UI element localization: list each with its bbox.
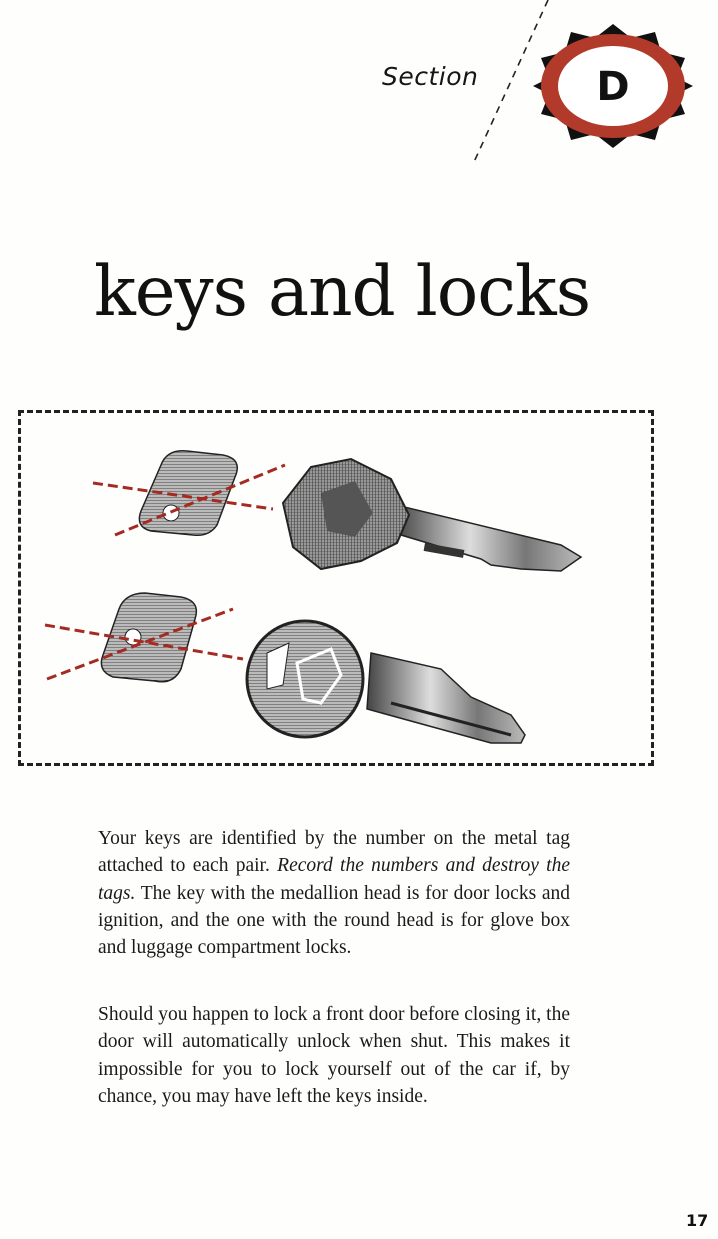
keys-figure [18,410,654,766]
medallion-head-key [283,459,581,571]
section-letter: D [596,64,630,110]
round-head-key [247,621,525,743]
section-label: Section [382,62,479,91]
paragraph-auto-unlock: Should you happen to lock a front door before closing it, the door will automatically unlock when shut. This makes it impossible for you to lock yourself out of the car if, by chance, you may have left the keys inside. [98,1004,570,1107]
paragraph-text: Your keys are identified by the number on the metal tag attached to each pair. [98,828,570,877]
section-badge-icon [533,22,693,150]
paragraph-text: The key with the medallion head is for door locks and ignition, and the one with the round head is for glove box and luggage compartment locks. [98,882,570,959]
page-number: 17 [686,1211,709,1230]
paragraph-key-tags [98,825,570,961]
key-tag-bottom [101,593,196,682]
page-title: keys and locks [94,252,591,332]
emphasis-text: Record the numbers and destroy the tags. [98,855,570,904]
